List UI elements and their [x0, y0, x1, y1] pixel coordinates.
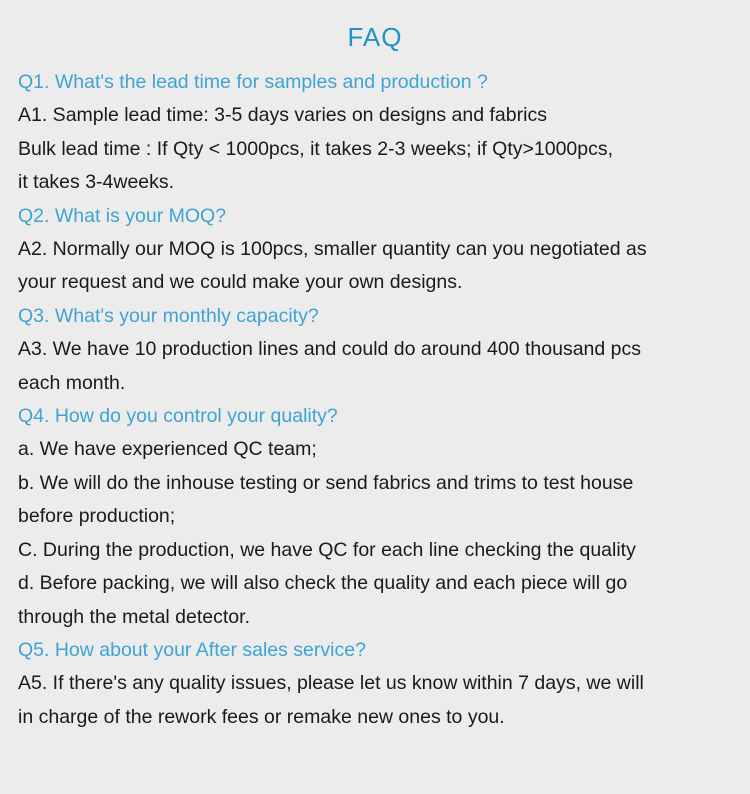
faq-question-2: Q2. What is your MOQ? — [18, 204, 227, 227]
faq-question-3: Q3. What's your monthly capacity? — [18, 304, 319, 327]
faq-answer-2-line-2: your request and we could make your own designs. — [18, 271, 463, 294]
faq-answer-1-line-2: Bulk lead time : If Qty < 1000pcs, it takes 2-3 weeks; if Qty>1000pcs, — [18, 137, 614, 160]
faq-answer-1-line-3: it takes 3-4weeks. — [18, 171, 175, 194]
faq-list — [18, 66, 743, 734]
faq-answer-4-line-6: through the metal detector. — [18, 605, 250, 628]
faq-answer-4-line-4: C. During the production, we have QC for each line checking the quality — [18, 538, 636, 561]
faq-answer-1-line-1: A1. Sample lead time: 3-5 days varies on designs and fabrics — [18, 104, 547, 127]
faq-question-1: Q1. What's the lead time for samples and production ? — [18, 71, 488, 93]
faq-question-5: Q5. How about your After sales service? — [18, 638, 366, 661]
faq-answer-2-line-1: A2. Normally our MOQ is 100pcs, smaller quantity can you negotiated as — [18, 238, 647, 261]
faq-answer-4-line-2: b. We will do the inhouse testing or send fabrics and trims to test house — [18, 471, 634, 494]
faq-answer-5-line-1: A5. If there's any quality issues, please let us know within 7 days, we will — [18, 672, 644, 695]
faq-answer-5-line-2: in charge of the rework fees or remake new ones to you. — [18, 705, 505, 728]
faq-answer-4-line-5: d. Before packing, we will also check the quality and each piece will go — [18, 572, 628, 595]
page-title: FAQ — [347, 22, 403, 52]
faq-answer-3-line-2: each month. — [18, 371, 126, 394]
faq-answer-4-line-3: before production; — [18, 505, 176, 528]
faq-question-4: Q4. How do you control your quality? — [18, 405, 338, 428]
faq-answer-4-line-1: a. We have experienced QC team; — [18, 438, 317, 461]
faq-answer-3-line-1: A3. We have 10 production lines and could do around 400 thousand pcs — [18, 338, 642, 361]
